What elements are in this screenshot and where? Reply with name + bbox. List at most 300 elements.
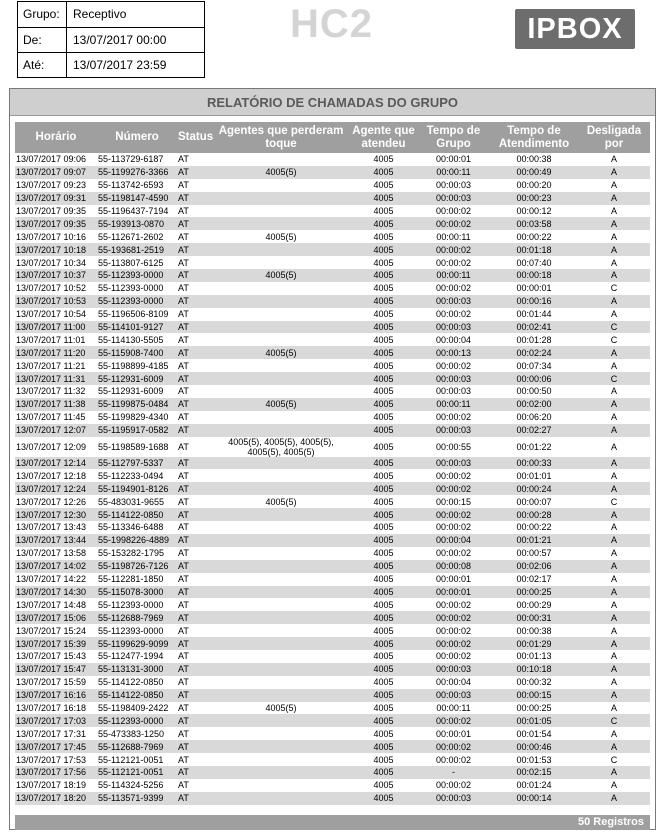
cell-agente-atendeu: 4005 (373, 257, 394, 268)
cell-horario: 13/07/2017 15:39 (15, 637, 97, 650)
cell-agente-atendeu: 4005 (350, 792, 417, 805)
cell-horario: 13/07/2017 10:37 (15, 269, 97, 282)
cell-tempo-atendimento: 00:02:27 (490, 424, 578, 437)
logo-text: IPBOX (527, 12, 623, 45)
table-row (15, 457, 650, 470)
table-row (15, 411, 650, 424)
cell-horario: 13/07/2017 09:35 (15, 217, 97, 230)
cell-tempo-atendimento: 00:01:53 (516, 754, 552, 765)
cell-desligada-por: A (610, 780, 617, 791)
cell-horario: 13/07/2017 10:34 (16, 257, 87, 268)
cell-numero: 55-193681-2519 (97, 243, 177, 256)
cell-numero: 55-112393-0000 (98, 283, 164, 294)
cell-desligada-por: A (578, 508, 650, 521)
cell-agentes-perderam: 4005(5) (212, 398, 350, 411)
cell-tempo-atendimento: 00:00:25 (490, 586, 578, 599)
from-value: 13/07/2017 00:00 (73, 33, 167, 47)
cell-tempo-grupo: 00:00:02 (435, 754, 472, 765)
cell-desligada-por: A (578, 346, 650, 359)
cell-tempo-grupo: - (417, 766, 490, 779)
table-row (15, 714, 650, 727)
cell-status: AT (178, 599, 189, 610)
cell-tempo-grupo: 00:00:08 (417, 560, 490, 573)
cell-tempo-atendimento: 00:00:38 (516, 625, 552, 636)
report-title: RELATÓRIO DE CHAMADAS DO GRUPO (10, 89, 655, 116)
table-row (15, 650, 650, 663)
cell-horario: 13/07/2017 11:45 (16, 412, 86, 423)
cell-tempo-atendimento: 00:00:22 (516, 231, 552, 242)
cell-desligada-por: A (578, 243, 650, 256)
cell-agentes-perderam (212, 359, 350, 372)
cell-tempo-atendimento: 00:00:15 (490, 689, 578, 702)
cell-tempo-atendimento: 00:00:24 (490, 482, 578, 495)
cell-numero: 55-114101-9127 (97, 321, 177, 334)
table-row (15, 702, 650, 715)
cell-numero: 55-483031-9655 (98, 496, 165, 507)
cell-agente-atendeu: 4005 (350, 611, 417, 624)
table-row (15, 792, 650, 805)
cell-horario: 13/07/2017 12:14 (15, 457, 97, 470)
cell-agentes-perderam (212, 308, 350, 321)
cell-status: AT (177, 740, 212, 753)
cell-desligada-por: A (578, 611, 650, 624)
cell-numero: 55-112688-7969 (97, 611, 177, 624)
table-row (15, 192, 650, 205)
cell-horario: 13/07/2017 13:43 (16, 522, 87, 533)
cell-tempo-atendimento: 00:01:21 (490, 534, 578, 547)
cell-status: AT (178, 702, 189, 713)
cell-agentes-perderam (212, 205, 350, 218)
cell-status: AT (178, 522, 189, 533)
cell-agentes-perderam (212, 482, 350, 495)
cell-desligada-por: A (578, 534, 650, 547)
col-numero: Número (97, 122, 177, 153)
cell-tempo-atendimento: 00:00:25 (516, 702, 552, 713)
cell-horario: 13/07/2017 14:22 (16, 574, 87, 585)
cell-numero: 55-1198409-2422 (98, 702, 169, 713)
cell-horario: 13/07/2017 09:35 (16, 206, 87, 216)
cell-tempo-grupo: 00:00:01 (435, 574, 472, 585)
table-row (15, 779, 650, 792)
cell-status: AT (178, 625, 189, 636)
cell-agentes-perderam: 4005(5) (265, 496, 297, 507)
cell-agente-atendeu: 4005 (350, 560, 417, 573)
cell-agente-atendeu: 4005 (350, 637, 417, 650)
cell-tempo-grupo: 00:00:11 (436, 231, 471, 242)
table-row (15, 385, 650, 398)
cell-numero: 55-1196437-7194 (98, 206, 169, 216)
cell-agente-atendeu: 4005 (373, 702, 394, 713)
cell-numero: 55-1199875-0484 (97, 398, 177, 411)
cell-tempo-grupo: 00:00:03 (417, 372, 490, 385)
cell-agentes-perderam (212, 153, 350, 166)
cell-status: AT (178, 728, 189, 739)
cell-agente-atendeu: 4005 (373, 334, 394, 345)
cell-agentes-perderam (212, 598, 350, 611)
cell-status: AT (177, 295, 212, 308)
cell-status: AT (177, 560, 212, 573)
cell-numero: 55-1199276-3366 (97, 166, 177, 179)
table-row (15, 586, 650, 599)
cell-agentes-perderam (212, 650, 350, 663)
cell-desligada-por: A (610, 625, 617, 636)
cell-desligada-por: A (578, 166, 650, 179)
cell-horario: 13/07/2017 12:18 (16, 470, 87, 481)
cell-tempo-grupo: 00:00:02 (435, 548, 472, 559)
to-value: 13/07/2017 23:59 (73, 58, 167, 72)
cell-agente-atendeu: 4005 (350, 321, 417, 334)
cell-horario: 13/07/2017 11:38 (15, 398, 97, 411)
cell-tempo-atendimento: 00:02:17 (516, 574, 552, 585)
cell-horario: 13/07/2017 09:07 (15, 166, 97, 179)
to-label: Até: (18, 53, 67, 77)
cell-agente-atendeu: 4005 (373, 496, 394, 507)
cell-status: AT (178, 441, 189, 452)
cell-horario: 13/07/2017 11:32 (16, 386, 86, 397)
cell-numero: 55-115908-7400 (97, 346, 177, 359)
cell-tempo-grupo: 00:00:04 (435, 677, 472, 688)
cell-agente-atendeu: 4005 (373, 728, 394, 739)
cell-horario: 13/07/2017 15:24 (16, 625, 87, 636)
cell-tempo-grupo: 00:00:04 (417, 534, 490, 547)
cell-agentes-perderam (212, 560, 350, 573)
table-row (15, 766, 650, 779)
cell-tempo-grupo: 00:00:02 (435, 470, 472, 481)
cell-tempo-grupo: 00:00:02 (417, 482, 490, 495)
cell-agentes-perderam: 4005(5) (212, 269, 350, 282)
cell-status: AT (178, 677, 189, 688)
cell-tempo-grupo: 00:00:02 (417, 217, 490, 230)
cell-agentes-perderam (212, 689, 350, 702)
cell-numero: 55-112477-1994 (98, 651, 164, 662)
cell-tempo-grupo: 00:00:02 (435, 651, 472, 662)
cell-horario: 13/07/2017 12:07 (15, 424, 97, 437)
cell-agentes-perderam (212, 508, 350, 521)
cell-agentes-perderam (212, 282, 350, 295)
cell-tempo-atendimento: 00:00:12 (516, 206, 552, 216)
cell-tempo-grupo: 00:00:01 (435, 154, 472, 165)
cell-numero: 55-112688-7969 (97, 740, 177, 753)
table-row (15, 727, 650, 740)
cell-status: AT (178, 257, 189, 268)
cell-agente-atendeu: 4005 (350, 166, 417, 179)
table-row (15, 243, 650, 256)
cell-agente-atendeu: 4005 (350, 766, 417, 779)
cell-tempo-grupo: 00:00:11 (436, 702, 471, 713)
cell-tempo-atendimento: 00:00:49 (490, 166, 578, 179)
cell-desligada-por: A (610, 386, 617, 397)
cell-numero: 55-1196506-8109 (98, 309, 169, 320)
cell-horario: 13/07/2017 13:44 (15, 534, 97, 547)
cell-tempo-grupo: 00:00:03 (417, 457, 490, 470)
cell-agente-atendeu: 4005 (373, 625, 394, 636)
table-row (15, 495, 650, 508)
cell-agente-atendeu: 4005 (373, 154, 394, 165)
cell-agente-atendeu: 4005 (373, 548, 394, 559)
cell-agentes-perderam: 4005(5) (212, 166, 350, 179)
cell-agente-atendeu: 4005 (350, 372, 417, 385)
cell-numero: 55-114122-0850 (97, 689, 177, 702)
table-row (15, 205, 650, 218)
table-row (15, 637, 650, 650)
col-desligada-por: Desligada por (578, 122, 650, 153)
cell-numero: 55-193913-0870 (97, 217, 177, 230)
cell-agentes-perderam (212, 521, 350, 534)
cell-status: AT (178, 386, 189, 397)
cell-desligada-por: A (578, 482, 650, 495)
cell-tempo-atendimento: 00:00:29 (516, 599, 552, 610)
cell-agentes-perderam (212, 676, 350, 689)
cell-status: AT (177, 424, 212, 437)
cell-agente-atendeu: 4005 (350, 740, 417, 753)
cell-tempo-grupo: 00:00:03 (417, 321, 490, 334)
cell-tempo-grupo: 00:00:03 (417, 689, 490, 702)
cell-tempo-grupo: 00:00:11 (417, 269, 490, 282)
cell-agente-atendeu: 4005 (373, 180, 394, 191)
cell-agentes-perderam (212, 385, 350, 398)
cell-numero: 55-114122-0850 (97, 508, 177, 521)
cell-status: AT (177, 166, 212, 179)
cell-status: AT (177, 346, 212, 359)
cell-agente-atendeu: 4005 (373, 470, 394, 481)
cell-tempo-atendimento: 00:00:46 (490, 740, 578, 753)
cell-agente-atendeu: 4005 (350, 689, 417, 702)
cell-numero: 55-112931-6009 (98, 386, 164, 397)
cell-tempo-atendimento: 00:00:32 (516, 677, 552, 688)
cell-status: AT (177, 534, 212, 547)
cell-horario: 13/07/2017 11:20 (15, 346, 97, 359)
cell-horario: 13/07/2017 09:06 (16, 154, 87, 165)
cell-desligada-por: C (578, 321, 650, 334)
cell-agente-atendeu: 4005 (373, 780, 394, 791)
cell-tempo-atendimento: 00:00:28 (490, 508, 578, 521)
cell-desligada-por: A (578, 663, 650, 676)
cell-numero: 55-113131-3000 (97, 663, 177, 676)
cell-agente-atendeu: 4005 (373, 206, 394, 216)
cell-agente-atendeu: 4005 (350, 192, 417, 205)
table-row (15, 663, 650, 676)
cell-horario: 13/07/2017 13:58 (16, 548, 87, 559)
table-row (15, 230, 650, 243)
cell-horario: 13/07/2017 12:26 (16, 496, 87, 507)
cell-tempo-grupo: 00:00:15 (435, 496, 472, 507)
table-row (15, 333, 650, 346)
cell-agente-atendeu: 4005 (350, 508, 417, 521)
table-row (15, 521, 650, 534)
cell-desligada-por: A (610, 548, 617, 559)
cell-agente-atendeu: 4005 (350, 295, 417, 308)
cell-desligada-por: C (610, 496, 618, 507)
cell-numero: 55-1194901-8126 (97, 482, 177, 495)
cell-status: AT (178, 180, 189, 191)
cell-numero: 55-112393-0000 (97, 269, 177, 282)
cell-agentes-perderam: 4005(5) (212, 346, 350, 359)
cell-agentes-perderam (212, 321, 350, 334)
cell-desligada-por: A (610, 360, 617, 371)
cell-agente-atendeu: 4005 (373, 677, 394, 688)
cell-agentes-perderam: 4005(5) (265, 702, 297, 713)
cell-tempo-grupo: 00:00:03 (435, 386, 472, 397)
cell-agentes-perderam (212, 663, 350, 676)
cell-tempo-atendimento: 00:01:18 (490, 243, 578, 256)
cell-agente-atendeu: 4005 (373, 283, 394, 294)
cell-tempo-grupo: 00:00:04 (435, 334, 472, 345)
cell-horario: 13/07/2017 17:45 (15, 740, 97, 753)
cell-horario: 13/07/2017 17:56 (15, 766, 97, 779)
cell-agentes-perderam (212, 779, 350, 792)
cell-agente-atendeu: 4005 (373, 522, 394, 533)
cell-horario: 13/07/2017 12:09 (16, 441, 87, 452)
cell-horario: 13/07/2017 16:18 (16, 702, 87, 713)
cell-agentes-perderam (212, 714, 350, 727)
table-row (15, 437, 650, 457)
cell-tempo-grupo: 00:00:02 (435, 780, 472, 791)
table-row (15, 166, 650, 179)
cell-horario: 13/07/2017 17:53 (16, 754, 87, 765)
cell-tempo-atendimento: 00:00:31 (490, 611, 578, 624)
cell-agente-atendeu: 4005 (373, 231, 394, 242)
cell-tempo-grupo: 00:00:02 (435, 625, 472, 636)
cell-status: AT (178, 754, 189, 765)
col-horario: Horário (15, 122, 97, 153)
cell-numero: 55-112931-6009 (97, 372, 177, 385)
cell-agente-atendeu: 4005 (373, 309, 394, 320)
cell-tempo-grupo: 00:00:02 (435, 309, 472, 320)
cell-tempo-grupo: 00:00:03 (417, 295, 490, 308)
cell-tempo-atendimento: 00:00:14 (490, 792, 578, 805)
cell-tempo-grupo: 00:00:11 (417, 166, 490, 179)
cell-tempo-atendimento: 00:07:40 (516, 257, 552, 268)
cell-horario: 13/07/2017 12:24 (15, 482, 97, 495)
cell-horario: 13/07/2017 14:30 (15, 586, 97, 599)
cell-horario: 13/07/2017 10:18 (15, 243, 97, 256)
cell-status: AT (178, 231, 189, 242)
cell-desligada-por: A (578, 269, 650, 282)
col-tempo-grupo: Tempo de Grupo (417, 122, 490, 153)
cell-numero: 55-1199629-9099 (97, 637, 177, 650)
cell-status: AT (178, 496, 189, 507)
cell-horario: 13/07/2017 11:21 (16, 360, 86, 371)
cell-tempo-grupo: 00:00:02 (417, 740, 490, 753)
table-body (15, 153, 650, 805)
cell-agente-atendeu: 4005 (373, 441, 394, 452)
cell-horario: 13/07/2017 10:16 (16, 231, 87, 242)
cell-agente-atendeu: 4005 (350, 424, 417, 437)
cell-agente-atendeu: 4005 (373, 599, 394, 610)
cell-status: AT (178, 283, 189, 294)
cell-agentes-perderam (212, 611, 350, 624)
cell-desligada-por: A (610, 470, 617, 481)
cell-numero: 55-112393-0000 (97, 714, 177, 727)
cell-tempo-grupo: 00:00:02 (435, 206, 472, 216)
cell-status: AT (178, 412, 189, 423)
cell-tempo-atendimento: 00:01:54 (516, 728, 552, 739)
cell-numero: 55-112393-0000 (97, 295, 177, 308)
cell-desligada-por: A (578, 740, 650, 753)
table-row (15, 424, 650, 437)
cell-tempo-atendimento: 00:07:34 (516, 360, 552, 371)
cell-tempo-grupo: 00:00:11 (417, 398, 490, 411)
cell-desligada-por: A (610, 702, 617, 713)
cell-tempo-atendimento: 00:02:41 (490, 321, 578, 334)
cell-horario: 13/07/2017 15:59 (16, 677, 87, 688)
cell-status: AT (177, 192, 212, 205)
cell-agente-atendeu: 4005 (350, 457, 417, 470)
cell-numero: 55-113807-6125 (98, 257, 164, 268)
table-row (15, 372, 650, 385)
col-tempo-atendimento: Tempo de Atendimento (490, 122, 578, 153)
cell-tempo-atendimento: 00:01:29 (490, 637, 578, 650)
cell-numero: 55-112281-1850 (98, 574, 164, 585)
filter-info-box (17, 1, 205, 78)
cell-desligada-por: A (610, 651, 617, 662)
cell-desligada-por: A (610, 154, 617, 165)
cell-desligada-por: A (578, 398, 650, 411)
cell-horario: 13/07/2017 15:47 (15, 663, 97, 676)
cell-status: AT (177, 243, 212, 256)
cell-status: AT (177, 269, 212, 282)
cell-desligada-por: C (610, 334, 618, 345)
table-row (15, 482, 650, 495)
table-row (15, 256, 650, 269)
cell-status: AT (177, 321, 212, 334)
cell-tempo-atendimento: 00:00:22 (516, 522, 552, 533)
cell-desligada-por: C (578, 714, 650, 727)
cell-horario: 13/07/2017 09:31 (15, 192, 97, 205)
cell-horario: 13/07/2017 17:31 (16, 728, 87, 739)
cell-status: AT (177, 792, 212, 805)
report-code: HC2 (290, 2, 374, 46)
cell-agentes-perderam (212, 333, 350, 346)
cell-horario: 13/07/2017 14:02 (15, 560, 97, 573)
cell-numero: 55-113729-6187 (98, 154, 164, 165)
cell-agentes-perderam (212, 457, 350, 470)
cell-horario: 13/07/2017 10:52 (16, 283, 87, 294)
cell-desligada-por: A (610, 522, 617, 533)
cell-status: AT (177, 217, 212, 230)
cell-agentes-perderam: 4005(5) (265, 231, 297, 242)
cell-agente-atendeu: 4005 (350, 243, 417, 256)
cell-tempo-grupo: 00:00:03 (435, 180, 472, 191)
table-row (15, 308, 650, 321)
cell-tempo-atendimento: 00:06:20 (516, 412, 552, 423)
table-row (15, 179, 650, 192)
cell-tempo-grupo: 00:00:02 (435, 522, 472, 533)
table-row (15, 508, 650, 521)
cell-numero: 55-114324-5256 (98, 780, 164, 791)
cell-agente-atendeu: 4005 (350, 482, 417, 495)
cell-horario: 13/07/2017 11:00 (15, 321, 97, 334)
cell-numero: 55-1198899-4185 (98, 360, 169, 371)
cell-horario: 13/07/2017 11:31 (15, 372, 97, 385)
cell-desligada-por: A (610, 180, 617, 191)
cell-numero: 55-112393-0000 (98, 599, 164, 610)
from-label: De: (18, 28, 67, 52)
cell-desligada-por: A (610, 599, 617, 610)
cell-tempo-grupo: 00:00:03 (417, 792, 490, 805)
group-label: Grupo: (18, 2, 67, 27)
table-row (15, 321, 650, 334)
cell-status: AT (178, 206, 189, 216)
table-row (15, 547, 650, 560)
col-agentes-perderam: Agentes que perderam toque (212, 122, 350, 153)
cell-tempo-atendimento: 00:00:23 (490, 192, 578, 205)
cell-status: AT (178, 574, 189, 585)
cell-numero: 55-1198589-1688 (98, 441, 169, 452)
cell-agentes-perderam (212, 547, 350, 560)
cell-tempo-atendimento: 00:01:01 (516, 470, 552, 481)
cell-status: AT (178, 548, 189, 559)
